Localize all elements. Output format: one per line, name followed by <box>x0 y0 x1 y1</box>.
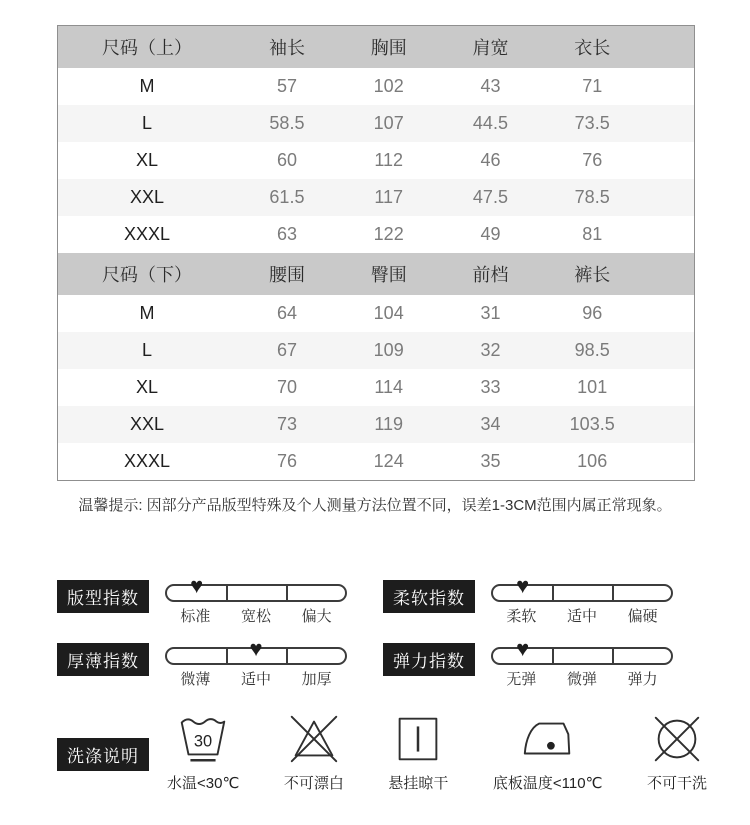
index-option-label: 加厚 <box>301 671 332 688</box>
size-row <box>58 105 694 142</box>
index-options <box>491 605 673 626</box>
scale-divider <box>286 649 288 663</box>
value-cell <box>643 179 694 216</box>
column-header: 裤长 <box>541 253 643 295</box>
scale-divider <box>552 586 554 600</box>
fit-index <box>57 573 347 626</box>
value-cell <box>643 332 694 369</box>
value-cell: 81 <box>582 224 603 244</box>
iron-low-temp-icon <box>519 710 577 768</box>
index-scale <box>165 573 347 626</box>
index-label: 版型指数 <box>57 580 149 613</box>
wash-caption: 悬挂晾干 <box>388 775 449 792</box>
size-row <box>58 406 694 443</box>
wash-30-icon <box>174 710 232 768</box>
value-cell: 78.5 <box>574 187 610 207</box>
size-cell: XXL <box>130 187 165 207</box>
value-cell: 96 <box>582 303 603 323</box>
size-cell: L <box>142 340 153 360</box>
index-option-label: 微薄 <box>180 671 211 688</box>
value-cell: 98.5 <box>574 340 610 360</box>
size-row <box>58 295 694 332</box>
value-cell: 76 <box>276 451 297 471</box>
index-option-label: 适中 <box>241 671 272 688</box>
size-row <box>58 332 694 369</box>
value-cell: 43 <box>480 76 501 96</box>
value-cell: 49 <box>480 224 501 244</box>
washing-section <box>57 710 707 793</box>
washing-items <box>167 710 707 793</box>
scale-divider <box>552 649 554 663</box>
index-options <box>165 668 347 689</box>
index-option-label: 弹力 <box>627 671 658 688</box>
washing-label: 洗涤说明 <box>57 738 149 771</box>
value-cell: 64 <box>276 303 297 323</box>
wash-caption: 不可干洗 <box>646 775 707 792</box>
index-scale <box>165 636 347 689</box>
value-cell <box>643 406 694 443</box>
size-row <box>58 179 694 216</box>
heart-marker-icon: ♥ <box>516 573 530 598</box>
size-cell: XXL <box>130 414 165 434</box>
index-options <box>165 605 347 626</box>
value-cell: 119 <box>374 414 404 434</box>
value-cell <box>643 68 694 105</box>
index-scale <box>491 636 673 689</box>
wash-item <box>493 710 603 793</box>
column-header: 肩宽 <box>440 26 542 68</box>
value-cell: 31 <box>480 303 501 323</box>
index-option-label: 宽松 <box>241 608 272 625</box>
value-cell: 103.5 <box>569 414 615 434</box>
value-cell: 32 <box>480 340 501 360</box>
value-cell: 63 <box>276 224 297 244</box>
size-row <box>58 216 694 253</box>
header-row <box>58 26 694 68</box>
column-header <box>643 253 694 295</box>
size-tip: 温馨提示: 因部分产品版型特殊及个人测量方法位置不同，误差1-3CM范围内属正常现象。 <box>78 497 672 514</box>
size-row <box>58 443 694 480</box>
index-option-label: 偏大 <box>301 608 332 625</box>
value-cell: 61.5 <box>269 187 305 207</box>
index-section <box>57 573 673 689</box>
value-cell: 124 <box>373 451 404 471</box>
scale-divider <box>612 586 614 600</box>
value-cell: 33 <box>480 377 501 397</box>
heart-marker-icon: ♥ <box>516 636 530 661</box>
index-scale <box>491 573 673 626</box>
index-option-label: 微弹 <box>567 671 598 688</box>
wash-caption: 不可漂白 <box>283 775 344 792</box>
size-row <box>58 142 694 179</box>
index-label: 弹力指数 <box>383 643 475 676</box>
softness-index <box>383 573 673 626</box>
value-cell: 101 <box>577 377 608 397</box>
index-option-label: 适中 <box>567 608 598 625</box>
value-cell: 70 <box>276 377 297 397</box>
index-scale-bar <box>165 573 347 602</box>
value-cell: 73.5 <box>574 113 610 133</box>
value-cell <box>643 295 694 332</box>
value-cell: 104 <box>373 303 404 323</box>
value-cell: 71 <box>582 76 603 96</box>
header-row <box>58 253 694 295</box>
value-cell: 46 <box>480 150 501 170</box>
column-header: 尺码（上） <box>58 26 236 68</box>
scale-divider <box>226 586 228 600</box>
value-cell <box>643 443 694 480</box>
value-cell: 107 <box>373 113 404 133</box>
value-cell: 58.5 <box>269 113 305 133</box>
value-cell <box>643 369 694 406</box>
value-cell: 117 <box>374 187 404 207</box>
column-header: 前档 <box>440 253 542 295</box>
column-header: 腰围 <box>236 253 338 295</box>
value-cell <box>643 216 694 253</box>
index-option-label: 标准 <box>180 608 211 625</box>
heart-marker-icon: ♥ <box>190 573 204 598</box>
value-cell: 114 <box>374 377 404 397</box>
elasticity-index <box>383 636 673 689</box>
index-option-label: 无弹 <box>506 671 537 688</box>
index-options <box>491 668 673 689</box>
index-scale-bar <box>491 636 673 665</box>
svg-text:30: 30 <box>194 732 213 751</box>
no-dry-clean-icon <box>648 710 706 768</box>
hang-dry-icon <box>389 710 447 768</box>
value-cell: 109 <box>373 340 404 360</box>
value-cell: 106 <box>577 451 608 471</box>
wash-item <box>388 710 448 793</box>
value-cell: 102 <box>373 76 404 96</box>
column-header: 衣长 <box>541 26 643 68</box>
index-label: 柔软指数 <box>383 580 475 613</box>
value-cell: 76 <box>582 150 603 170</box>
thickness-index <box>57 636 347 689</box>
size-cell: M <box>139 303 155 323</box>
wash-caption: 水温<30℃ <box>167 775 240 792</box>
value-cell <box>643 105 694 142</box>
index-option-label: 柔软 <box>506 608 537 625</box>
value-cell: 57 <box>276 76 297 96</box>
size-cell: XXXL <box>124 451 171 471</box>
size-cell: XL <box>136 377 159 397</box>
size-cell: M <box>139 76 155 96</box>
size-table-container <box>57 25 695 481</box>
column-header: 袖长 <box>236 26 338 68</box>
value-cell: 34 <box>480 414 501 434</box>
size-cell: L <box>142 113 153 133</box>
index-scale-bar <box>491 573 673 602</box>
value-cell: 35 <box>480 451 501 471</box>
wash-caption: 底板温度<110℃ <box>492 775 603 792</box>
column-header <box>643 26 694 68</box>
lower-size-table <box>58 253 694 480</box>
scale-divider <box>286 586 288 600</box>
value-cell: 47.5 <box>472 187 508 207</box>
value-cell: 122 <box>373 224 404 244</box>
scale-divider <box>226 649 228 663</box>
index-label: 厚薄指数 <box>57 643 149 676</box>
wash-item <box>647 710 707 793</box>
column-header: 臀围 <box>338 253 440 295</box>
value-cell: 73 <box>276 414 297 434</box>
wash-item <box>167 710 239 793</box>
value-cell: 60 <box>276 150 297 170</box>
scale-divider <box>612 649 614 663</box>
index-scale-bar <box>165 636 347 665</box>
size-row <box>58 369 694 406</box>
value-cell: 44.5 <box>472 113 508 133</box>
heart-marker-icon: ♥ <box>249 636 263 661</box>
size-cell: XL <box>136 150 159 170</box>
size-cell: XXXL <box>124 224 171 244</box>
value-cell: 67 <box>276 340 297 360</box>
wash-item <box>284 710 344 793</box>
index-option-label: 偏硬 <box>627 608 658 625</box>
value-cell <box>643 142 694 179</box>
column-header: 胸围 <box>338 26 440 68</box>
upper-size-table <box>58 26 694 253</box>
no-bleach-icon <box>285 710 343 768</box>
value-cell: 112 <box>374 150 404 170</box>
column-header: 尺码（下） <box>58 253 236 295</box>
size-row <box>58 68 694 105</box>
